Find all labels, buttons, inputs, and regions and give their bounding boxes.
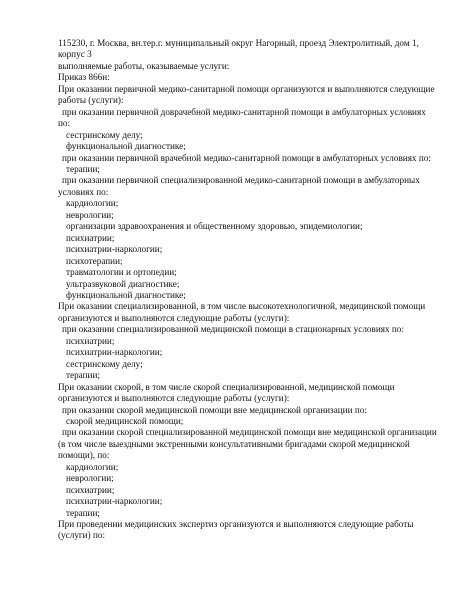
text-line: Приказ 866н:	[58, 72, 110, 83]
text-line: сестринскому делу;	[66, 129, 143, 140]
text-line: психиатрии-наркологии;	[66, 496, 163, 507]
text-line: психиатрии;	[66, 335, 115, 346]
text-line: кардиологии;	[66, 461, 119, 472]
text-line: ультразвуковой диагностике;	[66, 278, 180, 289]
text-line: помощи), по:	[58, 450, 110, 461]
text-line: (в том числе выездными экстренными консультативными бригадами скорой медицинской	[58, 438, 410, 449]
text-line: организуются и выполняются следующие работы (услуги):	[58, 393, 290, 404]
text-line: неврологии;	[66, 209, 114, 220]
text-line: организации здравоохранения и общественному здоровью, эпидемиологии;	[66, 221, 363, 232]
text-line: терапии;	[66, 507, 100, 518]
text-line: При проведении медицинских экспертиз организуются и выполняются следующие работы	[58, 519, 414, 530]
text-line: психиатрии-наркологии;	[66, 244, 163, 255]
text-line: при оказании специализированной медицинской помощи в стационарных условиях по:	[62, 324, 404, 335]
text-line: При оказании первичной медико-санитарной помощи организуются и выполняются следующие	[58, 83, 435, 94]
text-line: при оказании первичной доврачебной медико-санитарной помощи в амбулаторных условиях	[62, 106, 426, 117]
text-line: неврологии;	[66, 473, 114, 484]
text-line: (услуги) по:	[58, 530, 106, 541]
text-line: при оказании скорой медицинской помощи вне медицинской организации по:	[62, 404, 367, 415]
text-line: сестринскому делу;	[66, 358, 143, 369]
text-line: 115230, г. Москва, вн.тер.г. муниципальный округ Нагорный, проезд Электролитный, дом 1,	[58, 38, 419, 48]
text-line: работы (услуги):	[58, 95, 124, 106]
text-line: при оказании первичной специализированной медико-санитарной помощи в амбулаторных	[62, 175, 420, 186]
text-line: корпус 3	[58, 49, 92, 60]
text-line: психиатрии;	[66, 232, 115, 243]
text-line: функциональной диагностике;	[66, 289, 186, 300]
text-line: скорой медицинской помощи;	[66, 415, 184, 426]
text-line: терапии;	[66, 163, 100, 174]
text-line: психотерапии;	[66, 255, 123, 266]
text-line: терапии;	[66, 370, 100, 381]
text-line: психиатрии-наркологии;	[66, 347, 163, 358]
text-line: по:	[58, 118, 71, 129]
text-line: При оказании специализированной, в том числе высокотехнологичной, медицинской помощи	[58, 301, 426, 312]
text-line: организуются и выполняются следующие работы (услуги):	[58, 312, 290, 323]
text-line: кардиологии;	[66, 198, 119, 209]
text-line: при оказании скорой специализированной медицинской помощи вне медицинской организации	[62, 427, 437, 438]
text-line: При оказании скорой, в том числе скорой специализированной, медицинской помощи	[58, 381, 395, 392]
text-line: функциональной диагностике;	[66, 141, 186, 152]
text-line: при оказании первичной врачебной медико-санитарной помощи в амбулаторных условиях по:	[62, 152, 431, 163]
text-line: условиях по:	[58, 186, 109, 197]
text-line: травматологии и ортопедии;	[66, 267, 177, 278]
text-line: выполняемые работы, оказываемые услуги:	[58, 60, 230, 71]
text-line: психиатрии;	[66, 484, 115, 495]
